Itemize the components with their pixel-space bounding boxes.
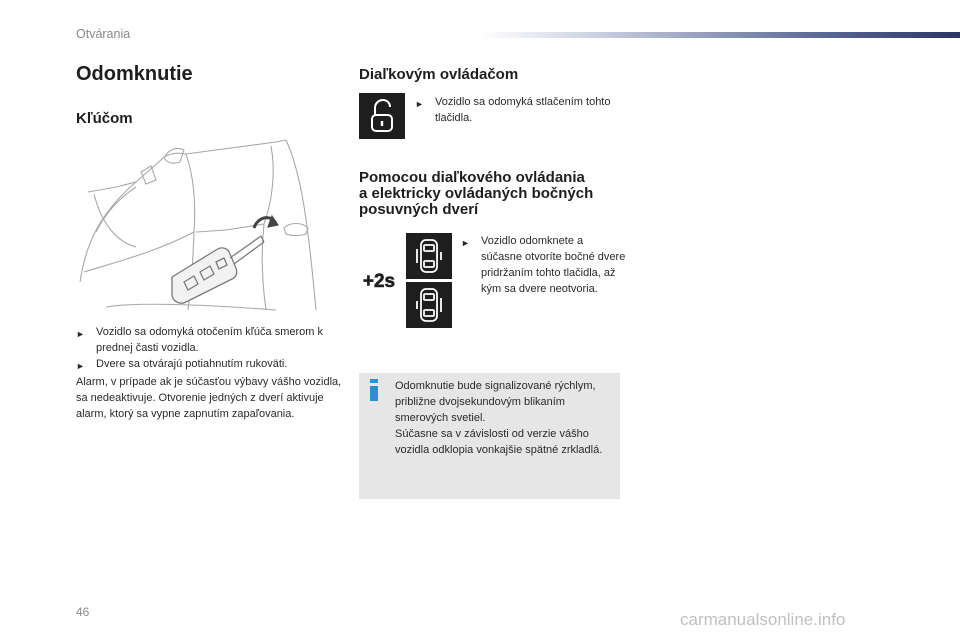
remote-heading: Diaľkovým ovládačom — [359, 66, 519, 83]
heading-line: posuvných dverí — [359, 201, 479, 218]
sliding-doors-heading — [359, 170, 639, 218]
remote-instruction — [415, 94, 615, 126]
bullet-text: Vozidlo sa odomyká stlačením tohto tlačidla. — [435, 96, 611, 124]
bullet-text: Dvere sa otvárajú potiahnutím rukoväti. — [96, 358, 288, 370]
heading-line: a elektricky ovládaných bočných — [359, 185, 594, 202]
bullet-marker: ► — [461, 238, 470, 248]
info-paragraph: Súčasne sa v závislosti od verzie vášho vozidla odklopia vonkajšie spätné zrkladlá. — [395, 428, 603, 456]
bullet-item — [76, 324, 344, 356]
alarm-note: Alarm, v prípade ak je súčasťou výbavy vášho vozidla, sa nedeaktivuje. Otvorenie jedných z dverí aktivuje alarm, ktorý sa vypne zapnutím zapaľovania. — [76, 376, 342, 420]
header-bar — [480, 32, 960, 38]
heading-line: Pomocou diaľkového ovládania — [359, 169, 585, 186]
sliding-door-right-icon — [406, 282, 452, 328]
unlock-icon — [359, 93, 405, 139]
section-label: Otvárania — [76, 27, 131, 41]
info-icon — [367, 379, 381, 401]
sliding-door-left-icon — [406, 233, 452, 279]
hold-2s-label: +2s — [362, 271, 396, 292]
info-paragraph: Odomknutie bude signalizované rýchlym, približne dvojsekundovým blikaním smerových svetiel. — [395, 380, 596, 424]
page-title: Odomknutie — [76, 63, 193, 85]
page-number: 46 — [76, 605, 90, 619]
car-door-key-illustration — [76, 132, 338, 312]
key-instructions — [76, 324, 344, 422]
key-heading: Kľúčom — [76, 110, 133, 127]
info-text — [395, 378, 617, 458]
bullet-marker: ► — [76, 361, 85, 371]
bullet-marker: ► — [415, 99, 424, 109]
watermark: carmanualsonline.info — [680, 610, 846, 629]
sliding-instruction — [461, 233, 626, 297]
hold-2s-icon — [357, 266, 401, 294]
bullet-text: Vozidlo odomknete a súčasne otvoríte bočné dvere pridržaním tohto tlačidla, až kým sa dvere neotvoria. — [481, 235, 626, 295]
info-box — [359, 373, 620, 499]
bullet-text: Vozidlo sa odomyká otočením kľúča smerom k prednej časti vozidla. — [96, 326, 323, 354]
bullet-item — [76, 356, 344, 374]
bullet-marker: ► — [76, 329, 85, 339]
